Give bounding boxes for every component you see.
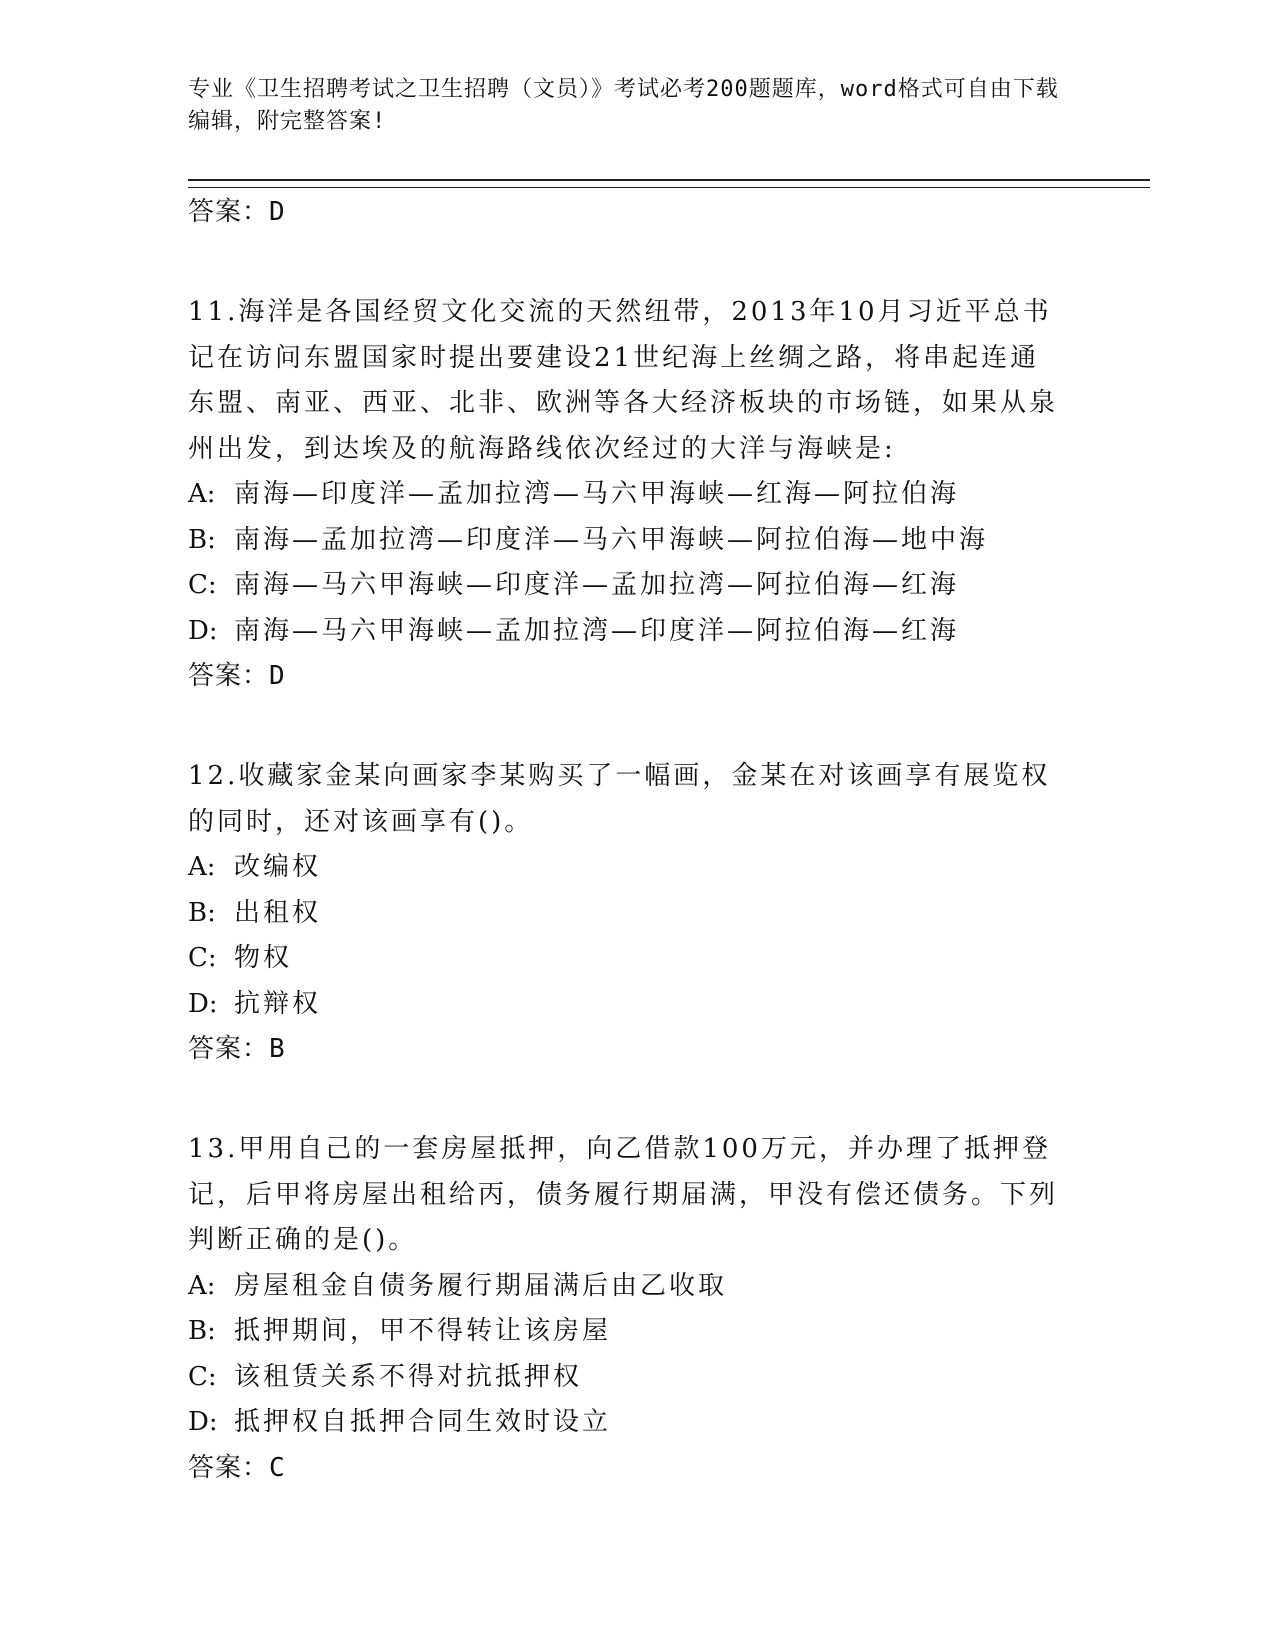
previous-answer: 答案：D <box>188 197 286 227</box>
option-text: 出租权 <box>234 897 322 928</box>
header-divider <box>188 179 1150 188</box>
question-text: 13.甲用自己的一套房屋抵押，向乙借款100万元，并办理了抵押登记，后甲将房屋出租给丙，债务履行期届满，甲没有偿还债务。下列判断正确的是()。 <box>188 1134 1059 1255</box>
option-text: 抗辩权 <box>234 988 322 1019</box>
option-a <box>188 1264 1068 1310</box>
option-key: B: <box>188 524 216 555</box>
option-text: 物权 <box>234 943 293 973</box>
option-d <box>188 1400 1068 1446</box>
option-b <box>188 518 1068 564</box>
option-key: B: <box>188 897 216 928</box>
option-key: C: <box>188 943 217 973</box>
option-d <box>188 609 1068 655</box>
option-key: A: <box>188 1270 216 1301</box>
option-text: 抵押期间，甲不得转让该房屋 <box>234 1316 612 1346</box>
option-text: 南海—马六甲海峡—孟加拉湾—印度洋—阿拉伯海—红海 <box>234 615 960 646</box>
option-c <box>188 563 1068 609</box>
answer-line: 答案：B <box>188 1034 286 1064</box>
question-13 <box>188 1127 1068 1490</box>
option-text: 抵押权自抵押合同生效时设立 <box>234 1407 612 1437</box>
option-key: A: <box>188 852 216 882</box>
option-c <box>188 1355 1068 1401</box>
option-text: 南海—孟加拉湾—印度洋—马六甲海峡—阿拉伯海—地中海 <box>234 524 989 555</box>
option-key: A: <box>188 479 216 509</box>
option-d <box>188 982 1068 1028</box>
option-b <box>188 1309 1068 1355</box>
option-b <box>188 891 1068 937</box>
option-text: 房屋租金自债务履行期届满后由乙收取 <box>234 1270 728 1301</box>
document-body <box>188 190 1068 1490</box>
option-key: D: <box>188 1407 218 1437</box>
option-key: C: <box>188 1361 217 1392</box>
option-key: D: <box>188 615 218 646</box>
answer-line: 答案：C <box>188 1452 286 1483</box>
option-c <box>188 936 1068 982</box>
answer-line: 答案：D <box>188 661 286 691</box>
question-11 <box>188 290 1068 698</box>
option-key: C: <box>188 570 217 600</box>
option-text: 南海—马六甲海峡—印度洋—孟加拉湾—阿拉伯海—红海 <box>234 570 960 600</box>
option-text: 该租赁关系不得对抗抵押权 <box>234 1361 583 1392</box>
option-text: 南海—印度洋—孟加拉湾—马六甲海峡—红海—阿拉伯海 <box>234 479 960 509</box>
option-a <box>188 845 1068 891</box>
page-header: 专业《卫生招聘考试之卫生招聘（文员）》考试必考200题题库，word格式可自由下载编辑，附完整答案! <box>188 77 1059 134</box>
question-text: 12.收藏家金某向画家李某购买了一幅画，金某在对该画享有展览权的同时，还对该画享有()。 <box>188 761 1051 837</box>
option-key: D: <box>188 988 218 1019</box>
question-12 <box>188 754 1068 1071</box>
option-a <box>188 472 1068 518</box>
option-key: B: <box>188 1316 216 1346</box>
option-text: 改编权 <box>234 852 322 882</box>
question-text: 11.海洋是各国经贸文化交流的天然纽带，2013年10月习近平总书记在访问东盟国家时提出要建设21世纪海上丝绸之路，将串起连通东盟、南亚、西亚、北非、欧洲等各大经济板块的市场链，如果从泉州出发，到达埃及的航海路线依次经过的大洋与海峡是: <box>188 297 1059 464</box>
